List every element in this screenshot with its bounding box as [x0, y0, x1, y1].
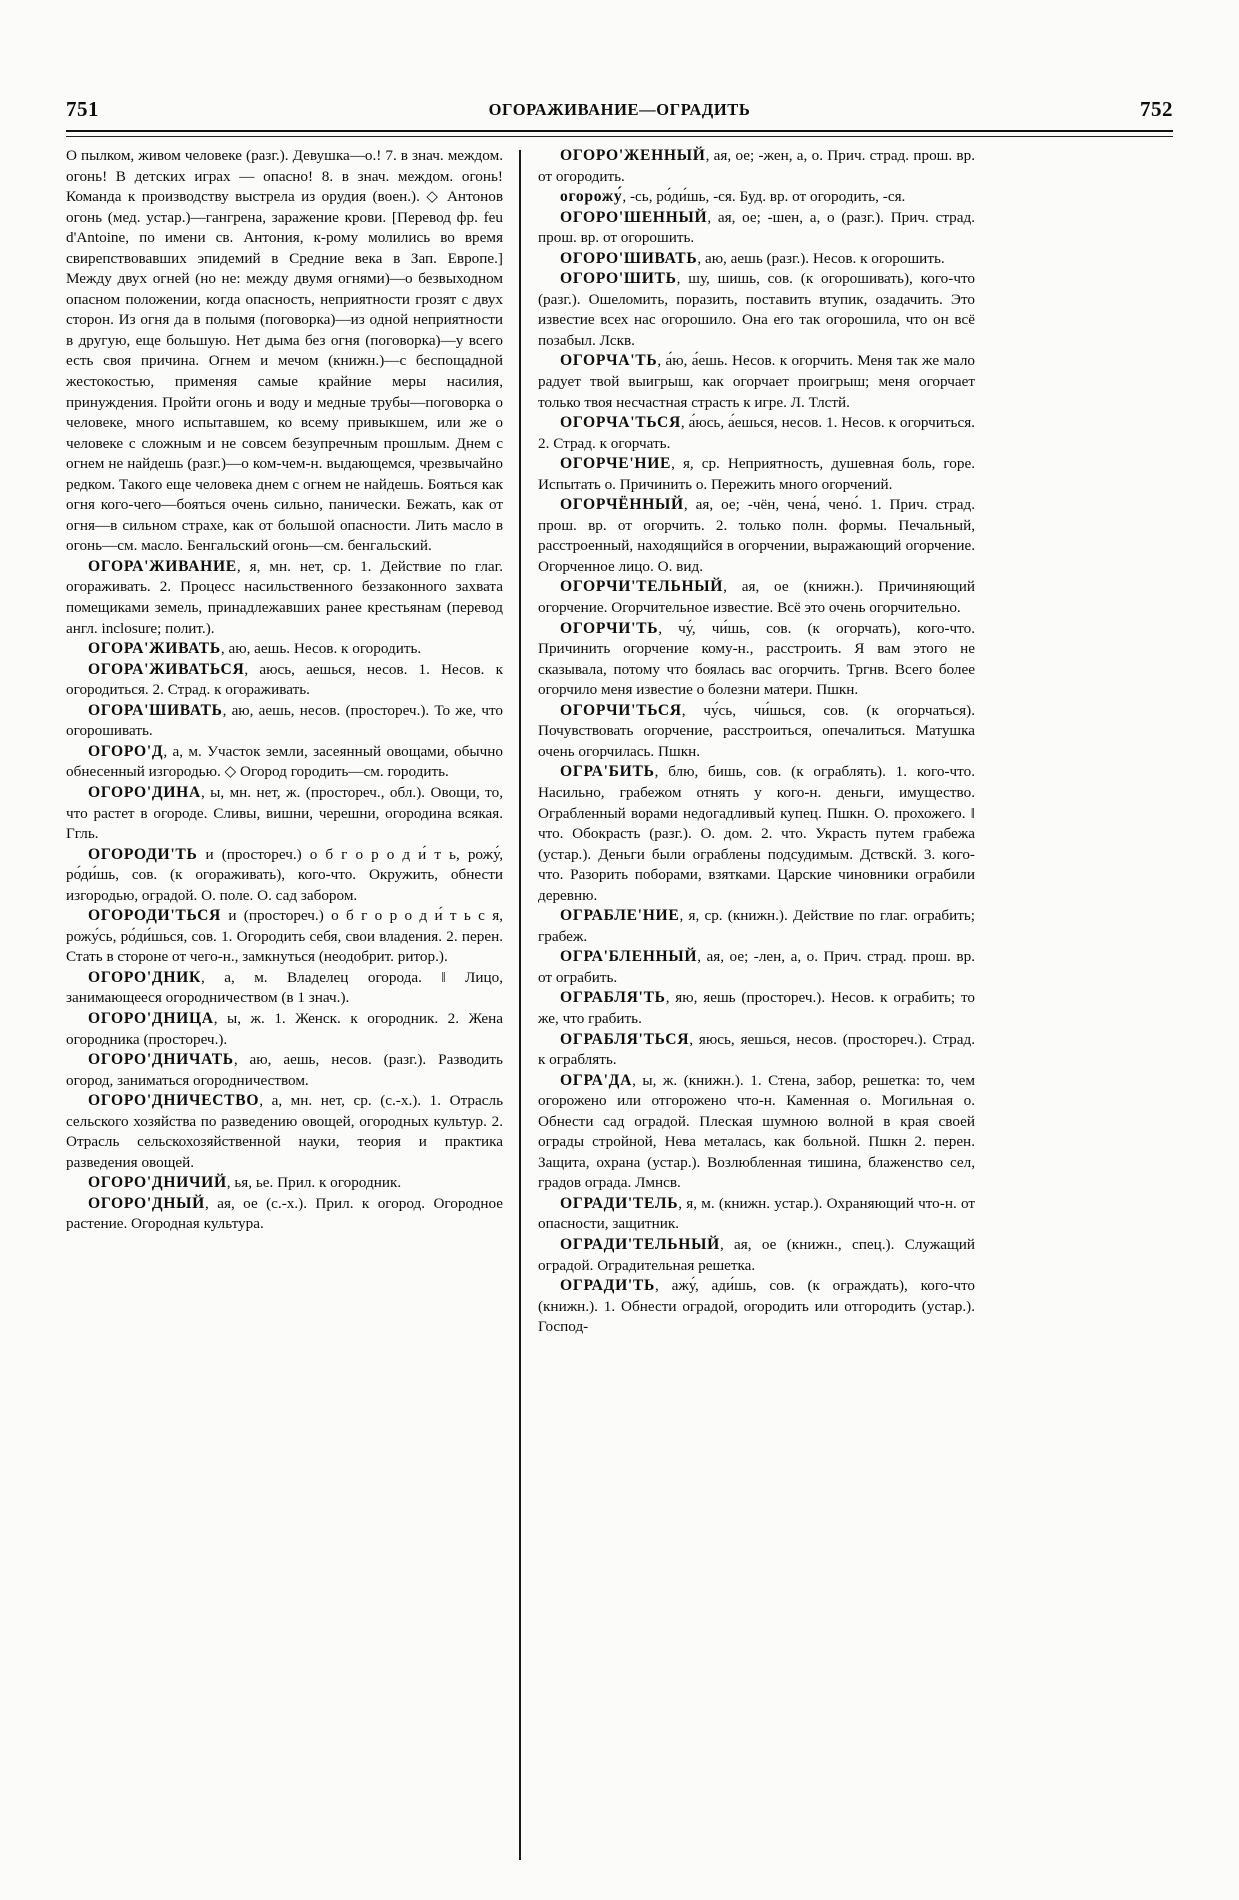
entry-body: , ая, ое (книжн.). Причиняющий огорчение. Огорчительное известие. Всё это очень огорчительно. — [538, 578, 975, 617]
entry-body: , а́юсь, а́ешься, несов. 1. Несов. к огорчиться. 2. Страд. к огорчать. — [538, 414, 975, 452]
entry-headword[interactable]: ОГОРЧА'ТЬСЯ — [560, 414, 681, 432]
entry-body: , блю, бишь, сов. (к ограблять). 1. кого-что. Насильно, грабежом отнять у кого-н. деньги, имущество. Ограбленный ворами недогадливый купец. Пшкн. О. прохожего. ‖ что. Обокрасть (разг.). О. дом. 2. что. Украсть путем грабежа (устар.). Деньги были ограблены подсудимым. Дствскй. 3. кого-что. Разорить поборами, взятками. Царские чиновники ограбили деревню. — [538, 763, 975, 904]
dictionary-entry — [538, 1235, 975, 1276]
entry-body: , аюсь, аешься, несов. 1. Несов. к огородиться. 2. Страд. к огораживать. — [66, 660, 503, 699]
dictionary-entry — [66, 906, 503, 968]
entry-headword[interactable]: ОГОРО'Д — [88, 742, 164, 760]
dictionary-entry — [66, 1173, 503, 1194]
dictionary-entry — [538, 1071, 975, 1194]
entry-body: , я, ср. (книжн.). Действие по глаг. ограбить; грабеж. — [538, 907, 975, 945]
entry-body: , ы, ж. (книжн.). 1. Стена, забор, решетка: то, чем огорожено или отгорожено что-н. Каменная о. Могильная о. Обнести сад оградой. Плеская шумною волной в края своей ограды стройной, Нева металась, как больной. Пшкн 2. перен. Защита, охрана (устар.). Возлюбленная тишина, блаженство сел, градов ограда. Лмнсв. — [538, 1071, 975, 1192]
header-rule — [66, 130, 1173, 137]
entry-body: и (простореч.) о б г о р о д и́ т ь с я, рожу́сь, ро́ди́шься, сов. 1. Огородить себя, свои владения. 2. перен. Стать в стороне от чего-н., замкнуться (неодобрит. ритор.). — [66, 907, 503, 966]
entry-headword[interactable]: ОГОРЧИ'ТЬСЯ — [560, 701, 682, 719]
dictionary-entry — [66, 660, 503, 701]
entry-headword[interactable]: ОГОРО'ДИНА — [88, 783, 201, 801]
folio-left: 751 — [66, 97, 99, 121]
entry-headword[interactable]: ОГОРО'ДНИЧЕСТВО — [88, 1092, 260, 1110]
entry-body: и (простореч.) о б г о р о д и́ т ь, рожу́, ро́ди́шь, сов. (к огораживать), кого-что. Окружить, обнести изгородью, оградой. О. поле. О. сад забором. — [66, 845, 503, 904]
entry-headword[interactable]: ОГОРЧА'ТЬ — [560, 352, 658, 370]
dictionary-entry — [538, 1276, 975, 1338]
dictionary-entry — [538, 495, 975, 577]
dictionary-entry — [66, 845, 503, 907]
page-masthead — [66, 96, 1173, 130]
entry-body: , аю, аешь. Несов. к огородить. — [220, 640, 422, 658]
entry-headword[interactable]: ОГОРО'ШИВАТЬ — [560, 249, 698, 267]
dictionary-entry — [538, 762, 975, 906]
entry-body: , чу́, чи́шь, сов. (к огорчать), кого-что. Причинить огорчение кому-н., расстроить. Я вам этого не сказывала, потому что боялась вас огорчить. Тргнв. Всего более огорчило меня известие о болезни матери. Пшкн. — [538, 619, 975, 699]
entry-body: , ая, ое; -шен, а, о (разг.). Прич. страд. прош. вр. от огорошить. — [538, 208, 975, 247]
entry-body: , ажу́, ади́шь, сов. (к ограждать), кого-что (книжн.). 1. Обнести оградой, огородить или отгородить (устар.). Господ- — [538, 1277, 975, 1336]
entry-headword[interactable]: ОГОРА'ЖИВАТЬ — [88, 640, 221, 658]
entry-headword[interactable]: ОГРАБЛЯ'ТЬ — [560, 989, 666, 1007]
entry-body: , ая, ое (книжн., спец.). Служащий оградой. Оградительная решетка. — [538, 1235, 975, 1274]
left-column-entries — [66, 557, 503, 1235]
entry-body: , ая, ое; -лен, а, о. Прич. страд. прош. вр. от ограбить. — [538, 948, 975, 986]
dictionary-entry — [538, 906, 975, 947]
entry-headword[interactable]: ОГРАДИ'ТЕЛЬ — [560, 1194, 679, 1212]
folio-right: 752 — [1140, 97, 1173, 121]
continued-entry-text: О пылком, живом человеке (разг.). Девушка—о.! 7. в знач. междом. огонь! В детских играх — опасно! 8. в знач. междом. огонь! Команда к производству выстрела из орудия (воен.). ◇ Антонов огонь (мед. устар.)—гангрена, заражение крови. [Перевод фр. feu d'Antoine, по имени св. Антония, к-рому молились во время свирепствовавших эпидемий в Средние века в Зап. Европе.] Между двух огней (но не: между двумя огнями)—о безвыходном опасном положении, когда опасность, неприятности грозят с двух сторон. Из огня да в полымя (поговорка)—из одной неприятности в другую, еще большую. Нет дыма без огня (поговорка)—у всего есть своя причина. Огнем и мечом (книжн.)—с беспощадной жестокостью, применяя самые крайние меры насилия, принуждения. Пройти огонь и воду и медные трубы—поговорка о человеке, много испытавшем, ко всему привыкшем, или же о человеке с сложным и не совсем безупречным прошлым. Днем с огнем не найдешь (разг.)—о ком-чем-н. выдающемся, чрезвычайно редком. Такого еще человека днем с огнем не найдешь. Бояться как огня кого-чего—бояться очень сильно, панически. Бежать, как от огня—в сильном страхе, как от большой опасности. Лить масло в огонь—см. масло. Бенгальский огонь—см. бенгальский. — [66, 147, 503, 555]
dictionary-entry — [66, 968, 503, 1009]
entry-headword[interactable]: ОГОРЧЁННЫЙ — [560, 496, 684, 514]
dictionary-entry — [538, 577, 975, 618]
entry-body: , аю, аешь (разг.). Несов. к огорошить. — [697, 249, 945, 267]
entry-body: , яю, яешь (простореч.). Несов. к ограбить; то же, что грабить. — [538, 989, 975, 1027]
entry-headword[interactable]: ОГОРА'ЖИВАТЬСЯ — [88, 660, 245, 678]
left-column — [66, 146, 519, 1860]
entry-body: , ы, мн. нет, ж. (простореч., обл.). Овощи, то, что растет в огороде. Сливы, вишни, черешни, огородина всякая. Ггль. — [66, 783, 503, 843]
entry-headword[interactable]: ОГОРО'ДНИЦА — [88, 1009, 214, 1027]
entry-headword[interactable]: ОГОРЧИ'ТЕЛЬНЫЙ — [560, 578, 724, 596]
entry-headword[interactable]: ОГОРОДИ'ТЬСЯ — [88, 907, 222, 925]
entry-headword[interactable]: ОГОРО'ДНИЧАТЬ — [88, 1051, 234, 1069]
entry-body: , шу, шишь, сов. (к огорошивать), кого-что (разг.). Ошеломить, поразить, поставить втупик, озадачить. Это известие всех нас огорошило. Она его так огорошила, что он всё позабыл. Лскв. — [538, 270, 975, 349]
dictionary-entry — [538, 947, 975, 988]
entry-body: , аю, аешь, несов. (простореч.). То же, что огорошивать. — [66, 701, 503, 740]
column-container — [66, 146, 1173, 1860]
entry-headword[interactable]: огорожу́ — [560, 188, 623, 206]
dictionary-entry — [538, 351, 975, 413]
entry-body: , а, м. Участок земли, засеянный овощами, обычно обнесенный изгородью. ◇ Огород городить—см. городить. — [66, 742, 503, 781]
entry-body: , я, мн. нет, ср. 1. Действие по глаг. огораживать. 2. Процесс насильственного беззаконного захвата помещиками земель, принадлежавших ранее крестьянам (перевод англ. inclosure; полит.). — [66, 557, 503, 637]
dictionary-entry — [538, 619, 975, 701]
entry-headword[interactable]: ОГРА'ДА — [560, 1071, 633, 1089]
running-head: ОГОРАЖИВАНИЕ—ОГРАДИТЬ — [488, 100, 751, 119]
entry-body: , яюсь, яешься, несов. (простореч.). Страд. к ограблять. — [538, 1030, 975, 1069]
entry-body: , чу́сь, чи́шься, сов. (к огорчаться). Почувствовать огорчение, расстроиться, опечалиться. Матушка очень огорчилась. Пшкн. — [538, 701, 975, 760]
dictionary-entry — [66, 1050, 503, 1091]
column-divider — [519, 150, 521, 1860]
entry-body: , я, ср. Неприятность, душевная боль, горе. Испытать о. Причинить о. Пережить много огорчений. — [538, 455, 975, 493]
dictionary-entry — [538, 269, 975, 351]
entry-body: , ы, ж. 1. Женск. к огородник. 2. Жена огородника (простореч.). — [66, 1009, 503, 1048]
entry-headword[interactable]: ОГОРО'ДНИК — [88, 968, 201, 986]
entry-body: , я, м. (книжн. устар.). Охраняющий что-н. от опасности, защитник. — [538, 1194, 975, 1233]
dictionary-entry — [66, 1091, 503, 1173]
entry-body: , ья, ье. Прил. к огородник. — [226, 1174, 402, 1192]
dictionary-entry — [538, 1030, 975, 1071]
entry-headword[interactable]: ОГОРЧЕ'НИЕ — [560, 455, 672, 473]
dictionary-entry — [66, 1194, 503, 1235]
dictionary-entry — [538, 187, 975, 208]
dictionary-entry — [66, 701, 503, 742]
dictionary-entry — [538, 1194, 975, 1235]
entry-headword[interactable]: ОГОРО'ШИТЬ — [560, 270, 677, 288]
entry-headword[interactable]: ОГОРО'ДНИЧИЙ — [88, 1174, 227, 1192]
entry-headword[interactable]: ОГРАБЛЯ'ТЬСЯ — [560, 1030, 690, 1048]
dictionary-entry — [66, 639, 503, 660]
entry-body: , аю, аешь, несов. (разг.). Разводить огород, заниматься огородничеством. — [66, 1051, 503, 1089]
dictionary-entry — [538, 146, 975, 187]
entry-headword[interactable]: ОГРАДИ'ТЬ — [560, 1277, 656, 1295]
entry-headword[interactable]: ОГРА'БЛЕННЫЙ — [560, 948, 698, 966]
right-column-entries — [538, 146, 975, 1338]
dictionary-entry — [66, 783, 503, 845]
entry-body: , а, мн. нет, ср. (с.-х.). 1. Отрасль сельского хозяйства по разведению овощей, огородных культур. 2. Отрасль сельскохозяйственной науки, теория и практика разведения овощей. — [66, 1092, 503, 1171]
right-column — [538, 146, 975, 1860]
dictionary-entry — [538, 454, 975, 495]
dictionary-entry — [538, 249, 975, 270]
entry-headword[interactable]: ОГОРО'ЖЕННЫЙ — [560, 147, 706, 164]
entry-body: , а́ю, а́ешь. Несов. к огорчить. Меня так же мало радует твой выигрыш, как огорчает проигрыш; меня огорчает только твоя несчастная страсть к игре. Л. Тлстй. — [538, 352, 975, 411]
entry-headword[interactable]: ОГРАДИ'ТЕЛЬНЫЙ — [560, 1235, 720, 1253]
entry-headword[interactable]: ОГОРЧИ'ТЬ — [560, 619, 659, 637]
entry-headword[interactable]: ОГОРО'ШЕННЫЙ — [560, 208, 708, 226]
dictionary-entry — [538, 208, 975, 249]
entry-headword[interactable]: ОГОРО'ДНЫЙ — [88, 1194, 205, 1212]
entry-headword[interactable]: ОГОРА'ШИВАТЬ — [88, 701, 223, 719]
entry-body: , -сь, ро́ди́шь, -ся. Буд. вр. от огородить, -ся. — [622, 188, 906, 206]
dictionary-entry — [538, 988, 975, 1029]
dictionary-entry — [66, 557, 503, 639]
dictionary-entry — [66, 1009, 503, 1050]
entry-body: , ая, ое; -чён, чена́, чено́. 1. Прич. страд. прош. вр. от огорчить. 2. только полн. формы. Печальный, расстроенный, находящийся в огорчении, выражающий огорчение. Огорченное лицо. О. вид. — [538, 496, 975, 575]
entry-headword[interactable]: ОГРА'БИТЬ — [560, 763, 655, 781]
dictionary-entry — [66, 742, 503, 783]
entry-headword[interactable]: ОГРАБЛЕ'НИЕ — [560, 907, 680, 925]
entry-body: , ая, ое (с.-х.). Прил. к огород. Огородное растение. Огородная культура. — [66, 1194, 503, 1233]
entry-body: , а, м. Владелец огорода. ‖ Лицо, занимающееся огородничеством (в 1 знач.). — [66, 968, 503, 1007]
entry-headword[interactable]: ОГОРОДИ'ТЬ — [88, 845, 198, 863]
entry-headword[interactable]: ОГОРА'ЖИВАНИЕ — [88, 557, 237, 575]
dictionary-entry — [538, 413, 975, 454]
dictionary-entry — [538, 701, 975, 763]
entry-body: , ая, ое; -жен, а, о. Прич. страд. прош. вр. от огородить. — [538, 147, 975, 185]
